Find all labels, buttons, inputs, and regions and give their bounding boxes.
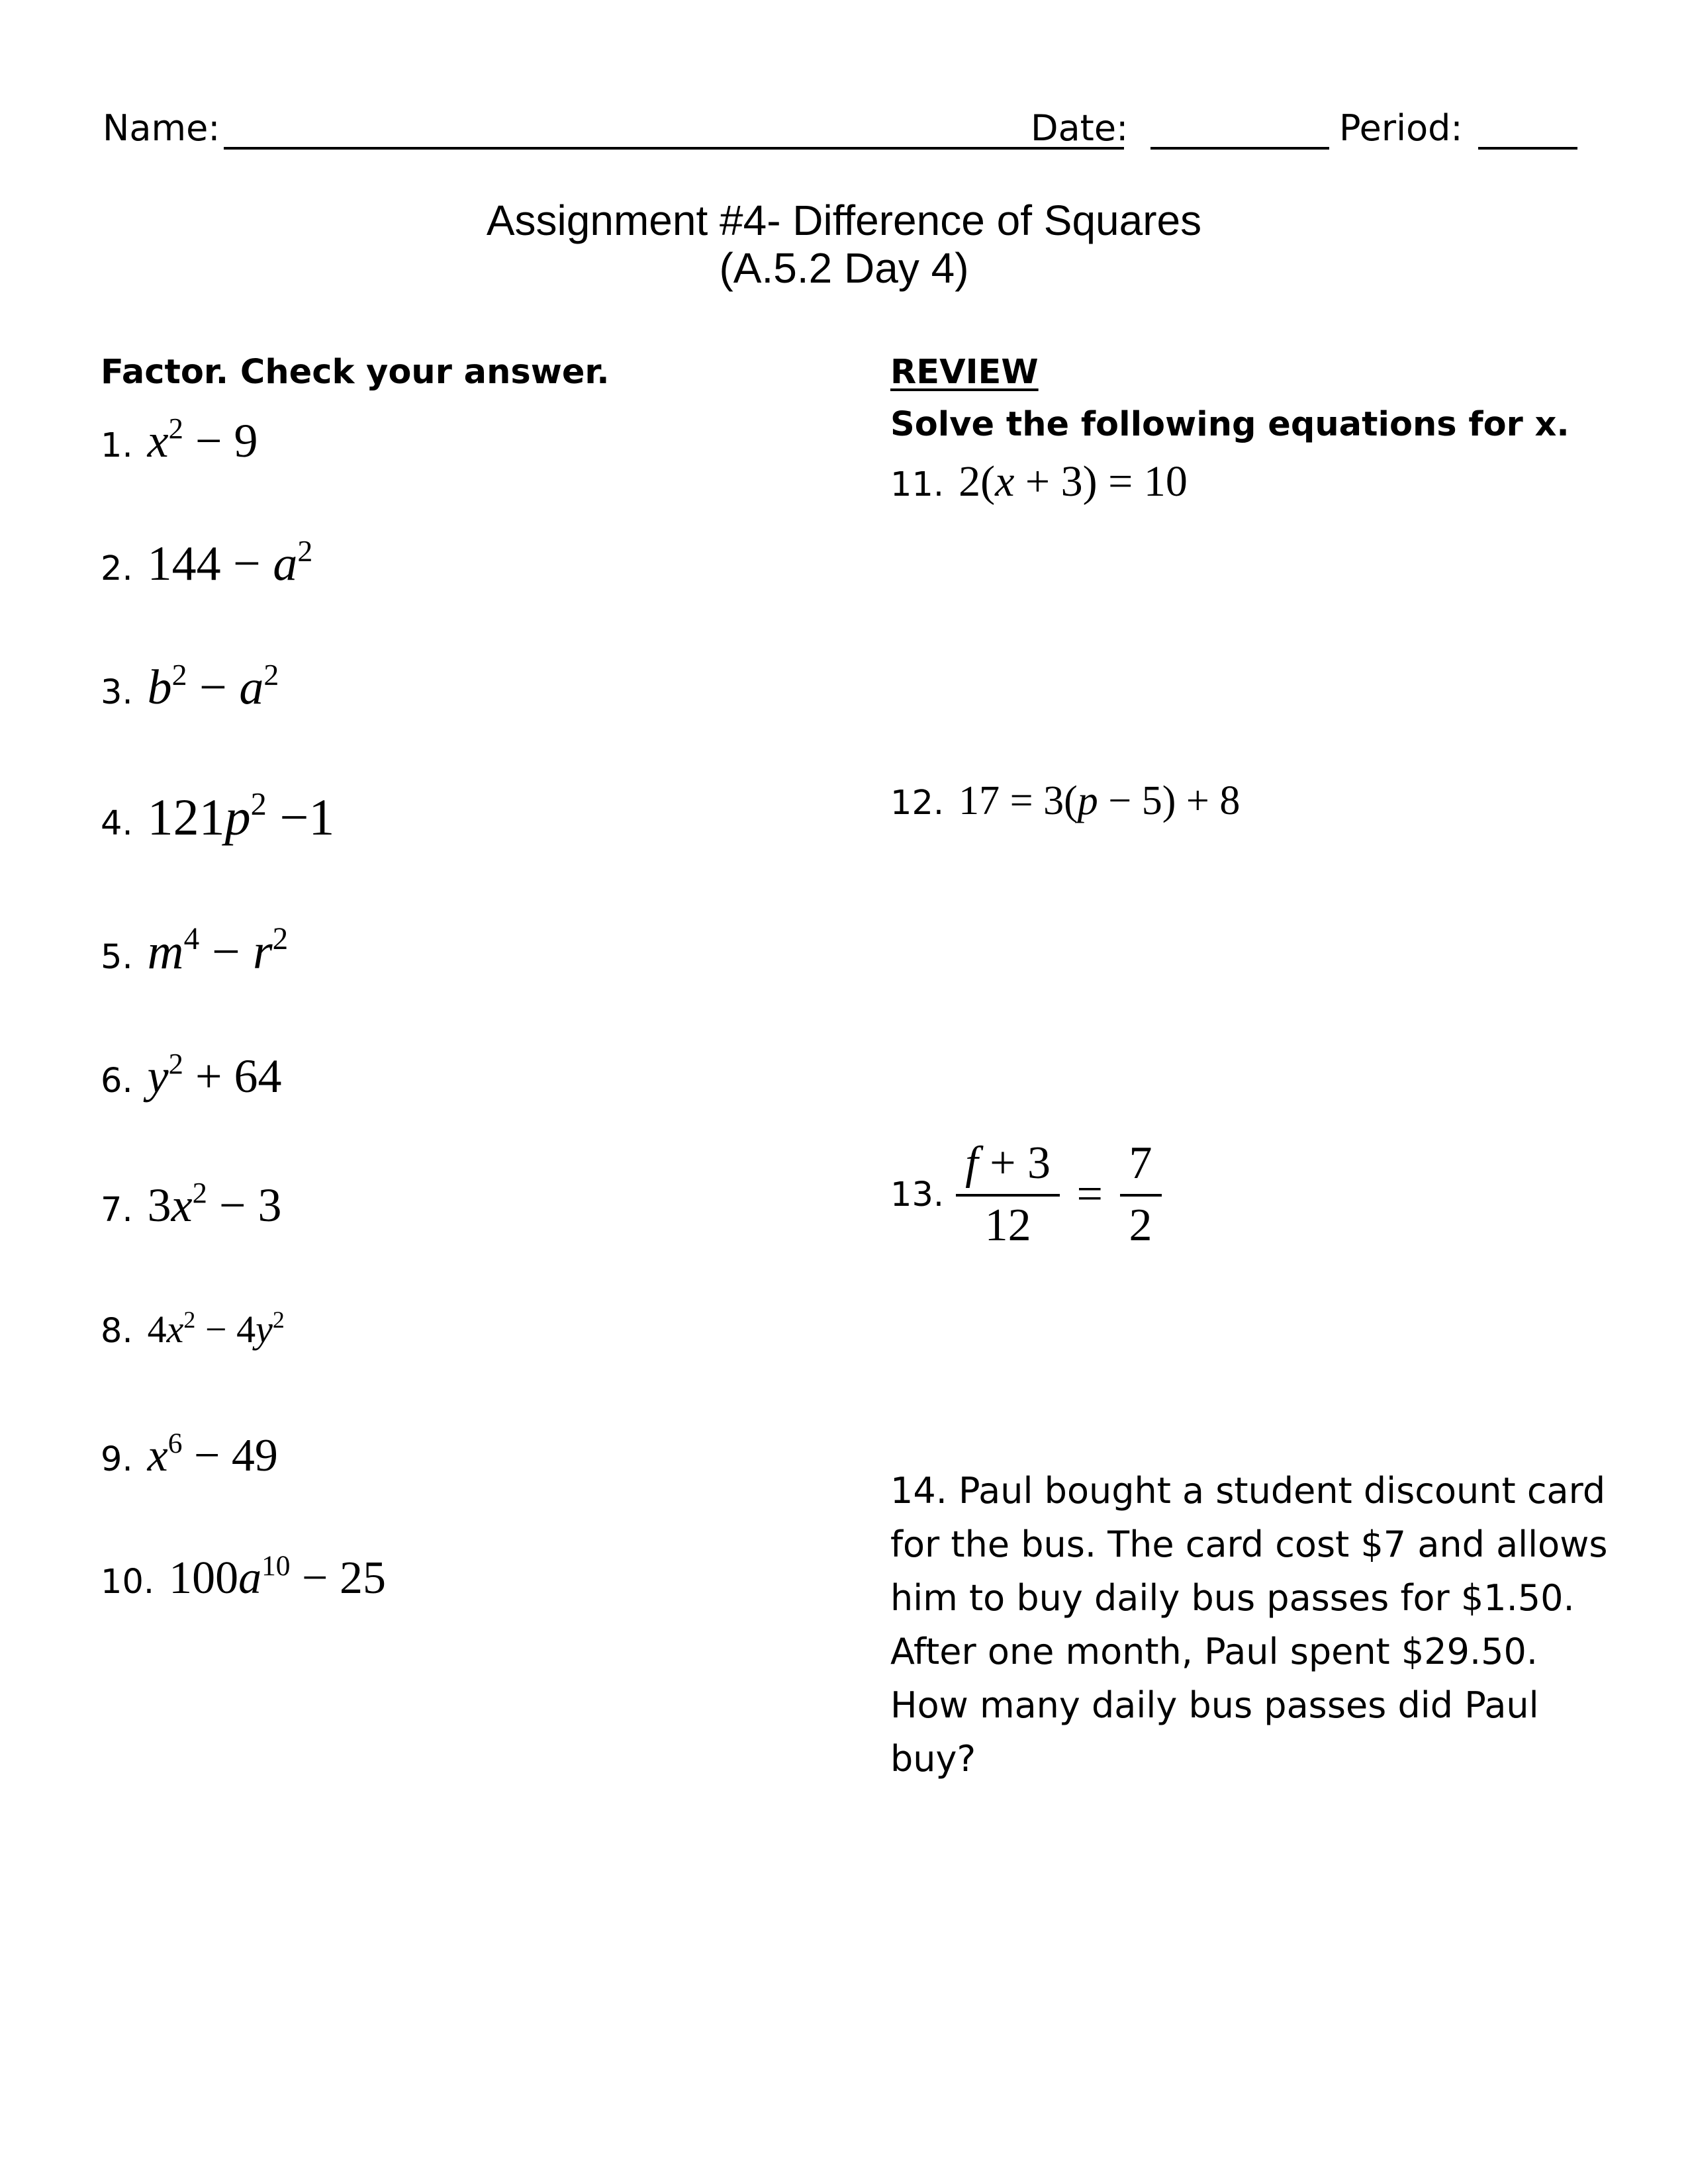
name-blank[interactable]	[224, 147, 1124, 150]
problem-number: 8.	[101, 1312, 133, 1351]
problem-expression: $y^2 + 64$	[147, 1047, 282, 1103]
assignment-subtitle: (A.5.2 Day 4)	[719, 244, 969, 292]
problem-expression: $x^2 - 9$	[147, 412, 258, 467]
solve-instruction: Solve the following equations for x.	[890, 405, 1570, 444]
problem-expression: $4x^2 - 4y^2$	[147, 1306, 285, 1351]
problem-equation: 17 = 3(p − 5) + 8	[959, 778, 1241, 823]
problem-14-word-problem: 14. Paul bought a student discount card for the bus. The card cost $7 and allows him to buy daily bus passes for $1.50. After one month, Paul spent $29.50. How many daily bus passes did Paul buy?	[890, 1470, 1608, 1780]
assignment-title: Assignment #4- Difference of Squares	[486, 197, 1202, 244]
period-label: Period:	[1339, 107, 1463, 149]
problem-number: 9.	[101, 1440, 133, 1479]
problem-expression: $3x^2 - 3$	[147, 1176, 282, 1232]
problem-number: 10.	[101, 1563, 155, 1602]
problem-3	[101, 657, 279, 716]
fraction-right: $\frac{7}{2}$	[1120, 1137, 1162, 1252]
date-label: Date:	[1031, 107, 1129, 149]
problem-number: 4.	[101, 804, 133, 843]
problem-11	[890, 457, 1188, 507]
problem-2	[101, 533, 313, 592]
problem-equation: 2(x + 3) = 10	[959, 457, 1188, 506]
problem-expression: $121p^2 -1$	[147, 787, 335, 846]
header-row	[103, 103, 1580, 156]
fraction-left: $\frac{f + 3}{12}$	[956, 1137, 1060, 1252]
problem-8	[101, 1307, 285, 1351]
problem-number: 7.	[101, 1191, 133, 1230]
review-heading: REVIEW	[890, 353, 1039, 392]
problem-expression: $144 - a^2$	[147, 533, 313, 591]
problem-equation: $\frac{f + 3}{12}$ = $\frac{7}{2}$	[956, 1137, 1161, 1252]
problem-number: 13.	[890, 1175, 945, 1214]
problem-number: 1.	[101, 426, 133, 465]
problem-5	[101, 923, 288, 981]
problem-9	[101, 1430, 278, 1482]
problem-number: 2.	[101, 549, 133, 588]
problem-expression: $100a^{10} - 25$	[169, 1550, 386, 1604]
problem-number: 6.	[101, 1062, 133, 1101]
date-blank[interactable]	[1150, 147, 1329, 150]
problem-number: 12.	[890, 784, 945, 823]
problem-number: 3.	[101, 673, 133, 712]
problem-expression: $m^4 - r^2$	[147, 921, 289, 979]
problem-expression: $b^2 - a^2$	[147, 657, 279, 715]
problem-expression: $x^6 - 49$	[147, 1428, 278, 1481]
problem-12	[890, 778, 1240, 825]
period-blank[interactable]	[1478, 147, 1577, 150]
problem-4	[101, 788, 334, 847]
problem-7	[101, 1178, 282, 1233]
problem-number: 5.	[101, 938, 133, 977]
problem-1	[101, 414, 258, 469]
problem-6	[101, 1049, 282, 1104]
name-label: Name:	[103, 107, 220, 149]
problem-number: 11.	[890, 465, 945, 504]
problem-10	[101, 1552, 386, 1605]
factor-instruction: Factor. Check your answer.	[101, 353, 610, 392]
problem-13	[890, 1137, 1162, 1252]
